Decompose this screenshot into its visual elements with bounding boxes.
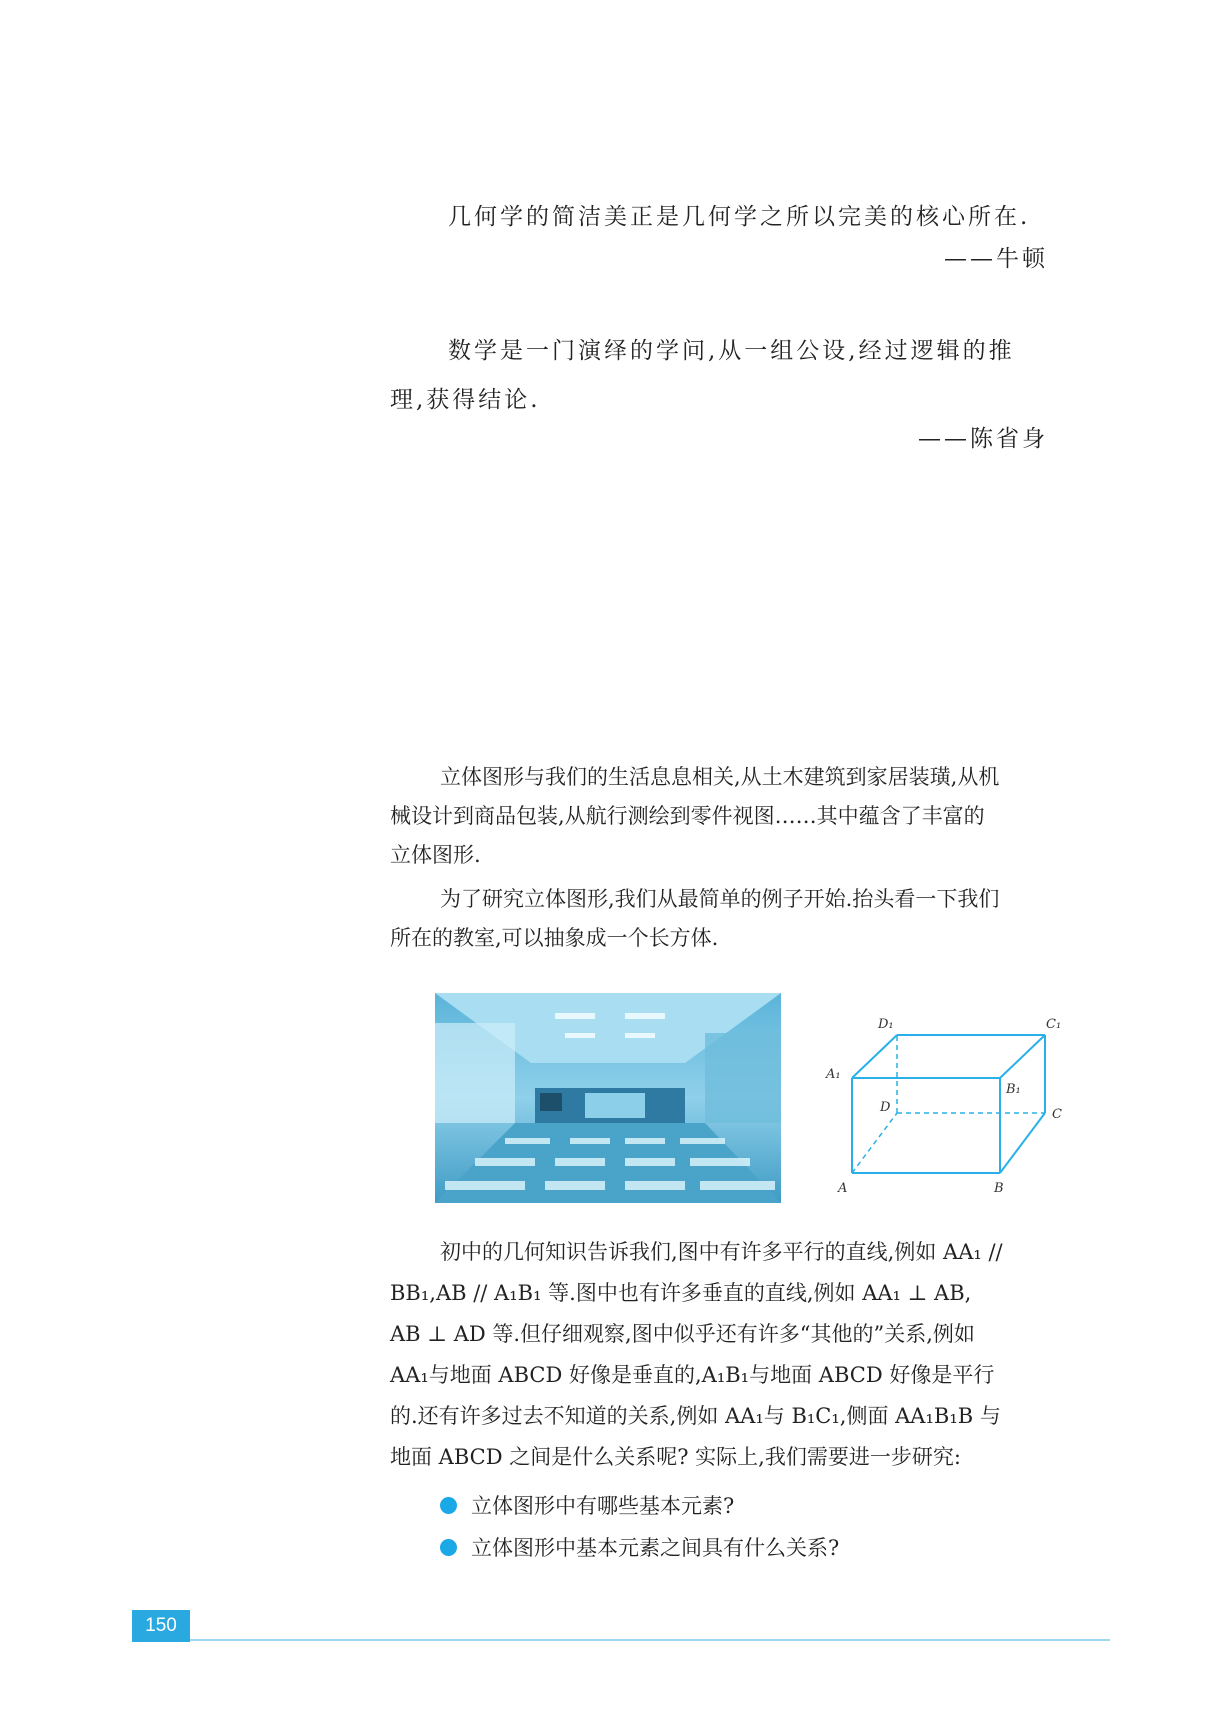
- bullet-text: 立体图形中有哪些基本元素?: [471, 1494, 735, 1518]
- epigraph-author-chen: ——陈省身: [918, 426, 1048, 452]
- epigraph-text: 几何学的简洁美正是几何学之所以完美的核心所在.: [448, 204, 1031, 230]
- bullet-dot-icon: [440, 1539, 457, 1556]
- label-d: D: [880, 1100, 891, 1115]
- paragraph-line: 械设计到商品包装,从航行测绘到零件视图……其中蕴含了丰富的: [390, 804, 985, 828]
- cuboid-figure: [820, 1010, 1085, 1200]
- epigraph-author-newton: ——牛顿: [944, 246, 1048, 272]
- paragraph-relations: [390, 1232, 1110, 1478]
- paragraph-line: 地面 ABCD 之间是什么关系呢? 实际上,我们需要进一步研究:: [390, 1445, 961, 1469]
- edge-a1-d1: [852, 1035, 897, 1078]
- classroom-photo: [435, 993, 781, 1203]
- paragraph-line: BB₁,AB // A₁B₁ 等.图中也有许多垂直的直线,例如 AA₁ ⊥ AB,: [390, 1281, 972, 1305]
- paragraph-line: 立体图形.: [390, 843, 481, 867]
- paragraph-line: 为了研究立体图形,我们从最简单的例子开始.抬头看一下我们: [440, 887, 1000, 911]
- bullet-text: 立体图形中基本元素之间具有什么关系?: [471, 1536, 840, 1560]
- paragraph-classroom: [390, 880, 1110, 958]
- paragraph-intro: [390, 758, 1110, 875]
- epigraph-newton: [448, 198, 1168, 231]
- label-b: B: [994, 1181, 1004, 1196]
- footer-divider: [190, 1639, 1110, 1641]
- paragraph-line: 初中的几何知识告诉我们,图中有许多平行的直线,例如 AA₁ //: [440, 1240, 1003, 1264]
- paragraph-line: 的.还有许多过去不知道的关系,例如 AA₁与 B₁C₁,侧面 AA₁B₁B 与: [390, 1404, 1001, 1428]
- epigraph-text: 数学是一门演绎的学问,从一组公设,经过逻辑的推: [448, 338, 1015, 364]
- edge-b1-c1: [1000, 1035, 1045, 1078]
- paragraph-line: AA₁与地面 ABCD 好像是垂直的,A₁B₁与地面 ABCD 好像是平行: [390, 1363, 995, 1387]
- bullet-dot-icon: [440, 1497, 457, 1514]
- label-a1: A₁: [826, 1067, 841, 1082]
- paragraph-line: 立体图形与我们的生活息息相关,从土木建筑到家居装璜,从机: [440, 765, 1000, 789]
- edge-b-c: [1000, 1113, 1045, 1173]
- edge-a-d: [852, 1113, 897, 1173]
- bullet-item: [440, 1490, 734, 1520]
- label-b1: B₁: [1006, 1082, 1021, 1097]
- bullet-item: [440, 1532, 839, 1562]
- paragraph-line: 所在的教室,可以抽象成一个长方体.: [390, 926, 719, 950]
- epigraph-chen: [390, 327, 1110, 425]
- label-a: A: [838, 1181, 848, 1196]
- label-c: C: [1052, 1107, 1062, 1122]
- label-d1: D₁: [878, 1017, 894, 1032]
- label-c1: C₁: [1046, 1017, 1062, 1032]
- paragraph-line: AB ⊥ AD 等.但仔细观察,图中似乎还有许多“其他的”关系,例如: [390, 1322, 975, 1346]
- page-number: 150: [132, 1610, 190, 1642]
- epigraph-text: 理,获得结论.: [390, 387, 541, 413]
